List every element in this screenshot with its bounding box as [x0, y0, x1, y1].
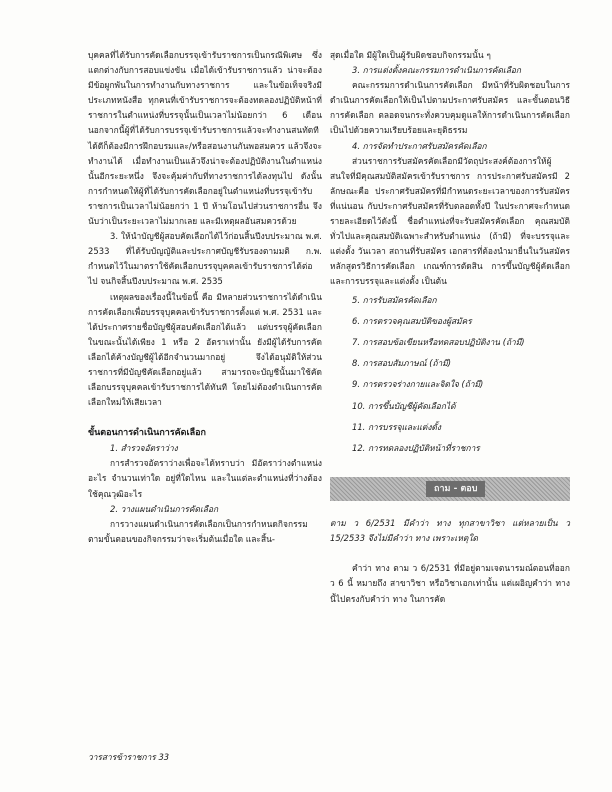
subheading-committee: 3. การแต่งตั้งคณะกรรมการดำเนินการคัดเลือก — [352, 65, 521, 76]
right-paragraph-1: สุดเมื่อใด มีผู้ใดเป็นผู้รับผิดชอบกิจกรรมนั้น ๆ — [330, 50, 491, 60]
subheading-survey: 1. สำรวจอัตราว่าง — [110, 443, 178, 454]
spacer — [330, 546, 570, 561]
subheading-announcement: 4. การจัดทำประกาศรับสมัครคัดเลือก — [352, 140, 487, 151]
subheading-plan: 2. วางแผนดำเนินการคัดเลือก — [110, 503, 219, 514]
spacer — [88, 410, 322, 425]
right-paragraph-3: ส่วนราชการรับสมัครคัดเลือกมีวัตถุประสงค์ต้องการให้ผู้สนใจที่มีคุณสมบัติสมัครเข้ารับราชการ การประกาศรับสมัครมี 2 ลักษณะคือ ประกาศรับสมัครที่มีกำหนดระยะเวลาของการรับสมัครที่แน่นอน กับประกาศรับสมัครที่รับตลอดทั้งปี ในประกาศจะกำหนดรายละเอียดไว้ดังนี้ ชื่อตำแหน่งที่จะรับสมัครคัดเลือก คุณสมบัติทั่วไปและคุณสมบัติเฉพาะสำหรับตำแหน่ง (ถ้ามี) ที่จะบรรจุและแต่งตั้ง วันเวลา สถานที่รับสมัคร เอกสารที่ต้องนำมายื่นในวันสมัคร หลักสูตรวิธีการคัดเลือก เกณฑ์การตัดสิน การขึ้นบัญชีผู้คัดเลือก และการบรรจุและแต่งตั้ง เป็นต้น — [330, 155, 570, 287]
left-paragraph-4: การสำรวจอัตราว่างเพื่อจะได้ทราบว่า มีอัตราว่างตำแหน่งอะไร จำนวนเท่าใด อยู่ที่ใดไหน และในแต่ละตำแหน่งที่ว่างต้องใช้คุณวุฒิอะไร — [88, 458, 322, 499]
list-item: 10. การขึ้นบัญชีผู้คัดเลือกได้ — [352, 400, 456, 411]
left-column — [88, 48, 322, 547]
list-item: 7. การสอบข้อเขียนหรือทดสอบปฏิบัติงาน (ถ้ามี) — [352, 336, 525, 347]
qa-banner — [330, 477, 570, 501]
list-item: 12. การทดลองปฏิบัติหน้าที่ราชการ — [352, 442, 480, 453]
left-paragraph-1: บุคคลที่ได้รับการคัดเลือกบรรจุเข้ารับราชการเป็นกรณีพิเศษ ซึ่งแตกต่างกับการสอบแข่งขัน เมื่อได้เข้ารับราชการแล้ว น่าจะต้องมีข้อผูกพันในการทำงานกับทางราชการ และในข้อเท็จจริงมีประเภทหนังสือ ทุกคนที่เข้ารับราชการจะต้องทดลองปฏิบัติหน้าที่ราชการในตำแหน่งที่บรรจุนั้นเป็นเวลาไม่น้อยกว่า 6 เดือน นอกจากนี้ผู้ที่ได้รับการบรรจุเข้ารับราชการแล้วจะทำงานสนทัดทีได้ดีก็ต้องมีการฝึกอบรมและ/หรือสอนงานกันพอสมควร แล้วจึงจะทำงานได้ เมื่อทำงานเป็นแล้วจึงน่าจะต้องปฏิบัติงานในตำแหน่งนั้นอีกระยะหนึ่ง จึงจะคุ้มค่ากับที่ทางราชการได้ลงทุนไป ดังนั้นการกำหนดให้ผู้ที่ได้รับการคัดเลือกอยู่ในตำแหน่งที่บรรจุเข้ารับราชการเป็นเวลาไม่น้อยกว่า 1 ปี ห้ามโอนไปส่วนราชการอื่น จึงนับว่าเป็นระยะเวลาไม่มากเลย และมีเหตุผลอันสมควรด้วย — [88, 50, 322, 227]
right-column — [330, 48, 570, 607]
right-paragraph-2: คณะกรรมการดำเนินการคัดเลือก มีหน้าที่รับผิดชอบในการดำเนินการคัดเลือกให้เป็นไปตามประกาศรับสมัคร และขั้นตอนวิธีการคัดเลือก ตลอดจนกระทั่งควบคุมดูแลให้การดำเนินการคัดเลือกเป็นไปด้วยความเรียบร้อยและยุติธรรม — [330, 80, 570, 136]
left-paragraph-2: 3. ให้นำบัญชีผู้สอบคัดเลือกได้ไว้ก่อนสิ้นปีงบประมาณ พ.ศ. 2533 ที่ได้รับบัญญัติและประกาศบัญชีรับรองตามมติ ก.พ. กำหนดไว้ในมาตราใช้คัดเลือกบรรจุบุคคลเข้ารับราชการได้ต่อไป จนกิจสิ้นปีงบประมาณ พ.ศ. 2535 — [88, 231, 322, 287]
list-item: 6. การตรวจคุณสมบัติของผู้สมัคร — [352, 315, 472, 326]
list-item: 5. การรับสมัครคัดเลือก — [352, 294, 437, 305]
list-item: 11. การบรรจุและแต่งตั้ง — [352, 421, 441, 432]
steps-list — [330, 290, 570, 460]
section-title: ขั้นตอนการดำเนินการคัดเลือก — [88, 428, 206, 439]
qa-question: ตาม ว 6/2531 มีคำว่า ทาง ทุกสาขาวิชา แต่หลายเป็น ว 15/2533 จึงไม่มีคำว่า ทาง เพราะเหตุใด — [330, 518, 570, 544]
left-paragraph-3: เหตุผลของเรื่องนี้ในข้อนี้ คือ มีหลายส่วนราชการได้ดำเนินการคัดเลือกเพื่อบรรจุบุคคลเข้ารับราชการตั้งแต่ พ.ศ. 2531 และได้ประกาศรายชื่อบัญชีผู้สอบคัดเลือกได้แล้ว แต่บรรจุผู้คัดเลือกในขณะนั้นได้เพียง 1 หรือ 2 อัตราเท่านั้น ยังมีผู้ได้รับการคัดเลือกได้ค้างบัญชีผู้ได้อีกจำนวนมากอยู่ จึงได้อนุมัติให้ส่วนราชการที่มีบัญชีคัดเลือกอยู่แล้ว สามารถจะบัญชีนั้นมาใช้คัดเลือกบรรจุบุคคลเข้ารับราชการได้ทันที โดยไม่ต้องดำเนินการคัดเลือกใหม่ให้เสียเวลา — [88, 291, 322, 408]
list-item: 8. การสอบสัมภาษณ์ (ถ้ามี) — [352, 358, 452, 369]
spacer — [330, 501, 570, 516]
list-item: 9. การตรวจร่างกายและจิตใจ (ถ้ามี) — [352, 379, 484, 390]
page-footer: วารสารข้าราชการ 33 — [88, 752, 170, 762]
qa-answer: คำว่า ทาง ตาม ว 6/2531 ที่มีอยู่ตามเจตนารมณ์ตอนที่ออก ว 6 นี้ หมายถึง สาขาวิชา หรือวิชาเอกเท่านั้น แต่เผอิญคำว่า ทาง นี้ไปตรงกับคำว่า ทาง ในการคัด — [330, 563, 570, 604]
left-paragraph-5: การวางแผนดำเนินการคัดเลือกเป็นการกำหนดกิจกรรมตามขั้นตอนของกิจกรรมว่าจะเริ่มต้นเมื่อใด และสิ้น- — [88, 518, 308, 544]
qa-banner-label: ถาม - ตอบ — [426, 481, 485, 497]
